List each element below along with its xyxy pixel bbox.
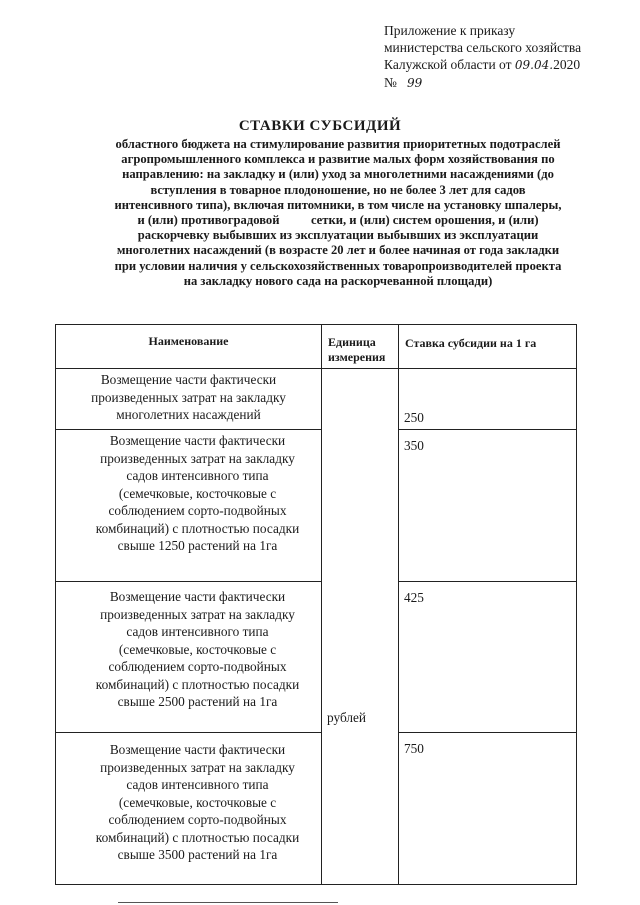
row-name-line: (семечковые, косточковые с bbox=[118, 794, 277, 810]
row-name-line: свыше 2500 растений на 1га bbox=[117, 694, 278, 709]
header-rate: Ставка субсидии на 1 га bbox=[399, 325, 577, 369]
handwritten-date: 09.04. bbox=[514, 58, 554, 72]
subtitle-line: вступления в товарное плодоношение, но не более 3 лет для садов bbox=[150, 182, 526, 197]
row-name-line: садов интенсивного типа bbox=[126, 624, 269, 639]
row-name-cell bbox=[56, 733, 322, 885]
table-row bbox=[56, 430, 577, 582]
rate-cell: 750 bbox=[399, 733, 577, 885]
subtitle-line: областного бюджета на стимулирование развития приоритетных подотраслей bbox=[115, 137, 561, 151]
appendix-line-2: министерства сельского хозяйства bbox=[384, 40, 582, 55]
appendix-line-3 bbox=[384, 56, 624, 74]
unit-cell bbox=[322, 369, 399, 885]
subsidy-rates-table bbox=[55, 324, 577, 885]
row-name-line: свыше 3500 растений на 1га bbox=[117, 847, 278, 862]
row-name-line: Возмещение части фактически bbox=[109, 589, 286, 604]
appendix-year: 2020 bbox=[553, 57, 581, 72]
row-name-cell bbox=[56, 582, 322, 733]
row-name-line: произведенных затрат на закладку bbox=[100, 606, 295, 622]
row-name-line: произведенных затрат на закладку bbox=[100, 450, 295, 466]
subtitle-line: и (или) противоградовой сетки, и (или) систем орошения, и (или) bbox=[137, 213, 539, 228]
subtitle-line: при условии наличия у сельскохозяйственных товаропроизводителей проекта bbox=[114, 258, 562, 273]
row-name-line: Возмещение части фактически bbox=[109, 433, 286, 448]
header-unit-line2: измерения bbox=[328, 350, 386, 364]
header-unit-line1: Единица bbox=[328, 335, 376, 349]
rate-cell: 350 bbox=[399, 430, 577, 582]
bottom-stamp-line bbox=[118, 902, 338, 903]
appendix-block bbox=[384, 22, 624, 92]
subtitle-line: направлению: на закладку и (или) уход за многолетними насаждениями (до bbox=[122, 167, 554, 182]
row-name-line: свыше 1250 растений на 1га bbox=[117, 538, 278, 553]
number-label: № bbox=[384, 75, 397, 90]
row-name-line: соблюдением сорто-подвойных bbox=[108, 812, 287, 827]
document-title: СТАВКИ СУБСИДИЙ bbox=[238, 118, 402, 134]
row-name-line: комбинаций) с плотностью посадки bbox=[95, 520, 300, 536]
header-name: Наименование bbox=[56, 325, 322, 369]
row-name-line: Возмещение части фактически bbox=[100, 372, 277, 387]
row-name-line: комбинаций) с плотностью посадки bbox=[95, 676, 300, 692]
header-unit bbox=[322, 325, 399, 369]
row-name-line: многолетних насаждений bbox=[116, 407, 261, 422]
row-name-line: произведенных затрат на закладку bbox=[91, 389, 286, 405]
row-name-line: комбинаций) с плотностью посадки bbox=[95, 829, 300, 845]
document-subtitle bbox=[78, 137, 598, 289]
row-name-line: садов интенсивного типа bbox=[126, 777, 269, 792]
row-name-line: соблюдением сорто-подвойных bbox=[108, 503, 287, 518]
table-header-row bbox=[56, 325, 577, 369]
subtitle-line: на закладку нового сада на раскорчеванной площади) bbox=[183, 273, 493, 288]
rate-cell: 250 bbox=[399, 369, 577, 430]
row-name-line: произведенных затрат на закладку bbox=[100, 759, 295, 775]
appendix-line-4 bbox=[384, 74, 624, 92]
row-name-line: Возмещение части фактически bbox=[109, 742, 286, 757]
table-row bbox=[56, 582, 577, 733]
appendix-region: Калужской области от bbox=[384, 57, 512, 72]
table-row bbox=[56, 369, 577, 430]
table-row bbox=[56, 733, 577, 885]
handwritten-number: 99 bbox=[407, 76, 423, 90]
row-name-cell bbox=[56, 430, 322, 582]
row-name-line: соблюдением сорто-подвойных bbox=[108, 659, 287, 674]
row-name-cell bbox=[56, 369, 322, 430]
rate-cell: 425 bbox=[399, 582, 577, 733]
subtitle-line: агропромышленного комплекса и развитие малых форм хозяйствования по bbox=[121, 152, 555, 167]
row-name-line: (семечковые, косточковые с bbox=[118, 641, 277, 657]
unit-label: рублей bbox=[327, 710, 367, 725]
subtitle-line: многолетних насаждений (в возрасте 20 лет и более начиная от года закладки bbox=[116, 243, 560, 258]
row-name-line: садов интенсивного типа bbox=[126, 468, 269, 483]
appendix-line-1: Приложение к приказу bbox=[384, 23, 516, 38]
row-name-line: (семечковые, косточковые с bbox=[118, 485, 277, 501]
subtitle-line: интенсивного типа), включая питомники, в том числе на установку шпалеры, bbox=[114, 197, 562, 212]
subtitle-line: раскорчевку выбывших из эксплуатации выбывших из эксплуатации bbox=[137, 228, 539, 243]
